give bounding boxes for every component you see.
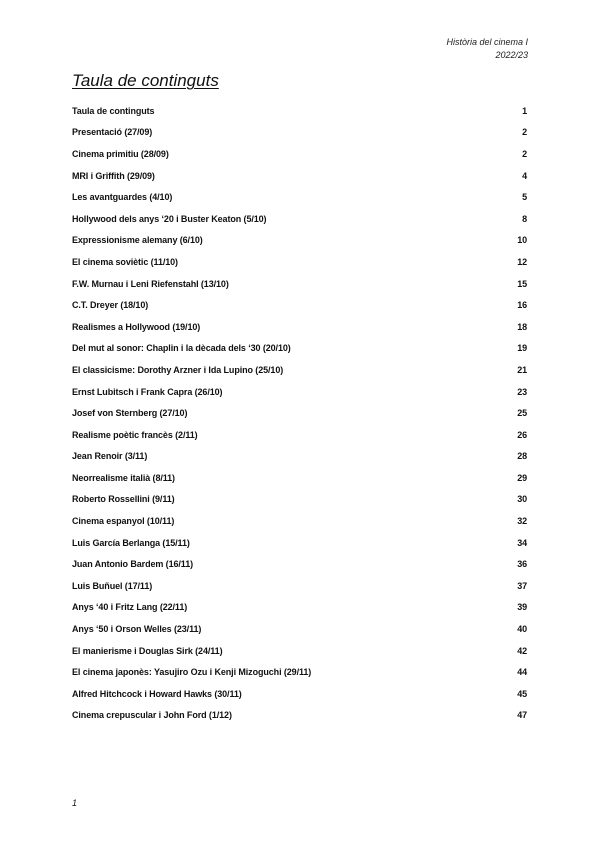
- toc-entry[interactable]: [72, 208, 527, 230]
- toc-entry-title[interactable]: Neorrealisme italià (8/11): [72, 472, 175, 483]
- toc-entry[interactable]: [72, 575, 527, 597]
- toc-entry[interactable]: [72, 597, 527, 619]
- toc-entry-page-number[interactable]: 23: [517, 386, 527, 397]
- toc-entry-page-number[interactable]: 16: [517, 300, 527, 311]
- toc-entry-page-number[interactable]: 40: [517, 624, 527, 635]
- toc-entry-title[interactable]: Anys ‘40 i Fritz Lang (22/11): [72, 602, 188, 613]
- toc-entry[interactable]: [72, 661, 527, 683]
- toc-entry-page-number[interactable]: 26: [517, 429, 527, 440]
- toc-entry-page-number[interactable]: 21: [517, 364, 527, 375]
- toc-entry-page-number[interactable]: 2: [522, 148, 527, 159]
- toc-entry[interactable]: [72, 316, 527, 338]
- toc-entry[interactable]: [72, 273, 527, 295]
- toc-entry-page-number[interactable]: 45: [517, 688, 527, 699]
- toc-entry-title[interactable]: Alfred Hitchcock i Howard Hawks (30/11): [72, 688, 242, 699]
- toc-entry[interactable]: [72, 359, 527, 381]
- toc-entry[interactable]: [72, 683, 527, 705]
- toc-entry[interactable]: [72, 143, 527, 165]
- toc-entry-title[interactable]: MRI i Griffith (29/09): [72, 170, 155, 181]
- toc-entry-page-number[interactable]: 37: [517, 580, 527, 591]
- toc-entry-title[interactable]: F.W. Murnau i Leni Riefenstahl (13/10): [72, 278, 229, 289]
- toc-entry-title[interactable]: El classicisme: Dorothy Arzner i Ida Lupino (25/10): [72, 364, 284, 375]
- toc-entry-page-number[interactable]: 18: [517, 321, 527, 332]
- toc-entry[interactable]: [72, 251, 527, 273]
- toc-entry-title[interactable]: Taula de continguts: [72, 105, 155, 116]
- toc-entry[interactable]: [72, 294, 527, 316]
- toc-entry[interactable]: [72, 489, 527, 511]
- toc-entry-page-number[interactable]: 36: [517, 559, 527, 570]
- toc-entry-title[interactable]: Roberto Rossellini (9/11): [72, 494, 175, 505]
- toc-entry[interactable]: [72, 446, 527, 468]
- toc-entry-title[interactable]: Del mut al sonor: Chaplin i la dècada dels ‘30 (20/10): [72, 343, 291, 354]
- toc-entry-title[interactable]: El manierisme i Douglas Sirk (24/11): [72, 645, 223, 656]
- toc-entry[interactable]: [72, 230, 527, 252]
- toc-entry[interactable]: [72, 424, 527, 446]
- toc-entry-title[interactable]: El cinema japonès: Yasujiro Ozu i Kenji Mizoguchi (29/11): [72, 667, 312, 678]
- toc-entry-title[interactable]: C.T. Dreyer (18/10): [72, 300, 149, 311]
- toc-entry-page-number[interactable]: 34: [517, 537, 527, 548]
- toc-entry-title[interactable]: Cinema espanyol (10/11): [72, 516, 175, 527]
- toc-entry-page-number[interactable]: 28: [517, 451, 527, 462]
- toc-entry-page-number[interactable]: 15: [517, 278, 527, 289]
- toc-entry-title[interactable]: Luis Buñuel (17/11): [72, 580, 153, 591]
- toc-entry-page-number[interactable]: 42: [517, 645, 527, 656]
- toc-entry[interactable]: [72, 532, 527, 554]
- toc-entry-page-number[interactable]: 19: [517, 343, 527, 354]
- toc-entry[interactable]: [72, 640, 527, 662]
- toc-entry[interactable]: [72, 381, 527, 403]
- toc-entry-title[interactable]: Jean Renoir (3/11): [72, 451, 148, 462]
- toc-entry[interactable]: [72, 186, 527, 208]
- toc-entry[interactable]: [72, 338, 527, 360]
- toc-entry-title[interactable]: Cinema crepuscular i John Ford (1/12): [72, 710, 232, 721]
- header-course: Història del cinema I: [446, 37, 528, 47]
- toc-entry[interactable]: [72, 618, 527, 640]
- header-year: 2022/23: [495, 50, 528, 60]
- toc-entry-page-number[interactable]: 10: [517, 235, 527, 246]
- toc-entry-page-number[interactable]: 30: [517, 494, 527, 505]
- toc-entry-title[interactable]: Realisme poètic francès (2/11): [72, 429, 198, 440]
- toc-entry[interactable]: [72, 402, 527, 424]
- toc-entry-title[interactable]: Ernst Lubitsch i Frank Capra (26/10): [72, 386, 223, 397]
- toc-entry[interactable]: [72, 122, 527, 144]
- toc-entry-title[interactable]: Expressionisme alemany (6/10): [72, 235, 203, 246]
- toc-title: Taula de continguts: [72, 71, 219, 90]
- toc-entry-page-number[interactable]: 4: [522, 170, 527, 181]
- table-of-contents: [72, 100, 527, 726]
- toc-entry-page-number[interactable]: 12: [517, 256, 527, 267]
- running-header: [446, 36, 528, 62]
- toc-entry-page-number[interactable]: 47: [517, 710, 527, 721]
- toc-entry[interactable]: [72, 705, 527, 727]
- toc-entry-page-number[interactable]: 39: [517, 602, 527, 613]
- toc-entry-title[interactable]: Juan Antonio Bardem (16/11): [72, 559, 193, 570]
- toc-entry[interactable]: [72, 553, 527, 575]
- toc-entry-page-number[interactable]: 1: [522, 105, 527, 116]
- toc-entry-page-number[interactable]: 25: [517, 408, 527, 419]
- toc-entry-title[interactable]: Josef von Sternberg (27/10): [72, 408, 188, 419]
- toc-entry[interactable]: [72, 510, 527, 532]
- toc-entry[interactable]: [72, 165, 527, 187]
- toc-entry-page-number[interactable]: 5: [522, 192, 527, 203]
- toc-entry-title[interactable]: Anys ‘50 i Orson Welles (23/11): [72, 624, 202, 635]
- toc-entry-title[interactable]: Luis García Berlanga (15/11): [72, 537, 190, 548]
- toc-entry-page-number[interactable]: 44: [517, 667, 527, 678]
- toc-entry-title[interactable]: Presentació (27/09): [72, 127, 153, 138]
- toc-entry-title[interactable]: Les avantguardes (4/10): [72, 192, 173, 203]
- toc-entry-title[interactable]: Hollywood dels anys ‘20 i Buster Keaton (5/10): [72, 213, 267, 224]
- toc-entry-title[interactable]: El cinema soviètic (11/10): [72, 256, 178, 267]
- page-number: 1: [72, 798, 78, 808]
- toc-entry-title[interactable]: Realismes a Hollywood (19/10): [72, 321, 201, 332]
- toc-entry-page-number[interactable]: 32: [517, 516, 527, 527]
- toc-entry-page-number[interactable]: 2: [522, 127, 527, 138]
- toc-entry[interactable]: [72, 467, 527, 489]
- toc-entry[interactable]: [72, 100, 527, 122]
- toc-entry-page-number[interactable]: 8: [522, 213, 527, 224]
- toc-entry-title[interactable]: Cinema primitiu (28/09): [72, 148, 169, 159]
- toc-entry-page-number[interactable]: 29: [517, 472, 527, 483]
